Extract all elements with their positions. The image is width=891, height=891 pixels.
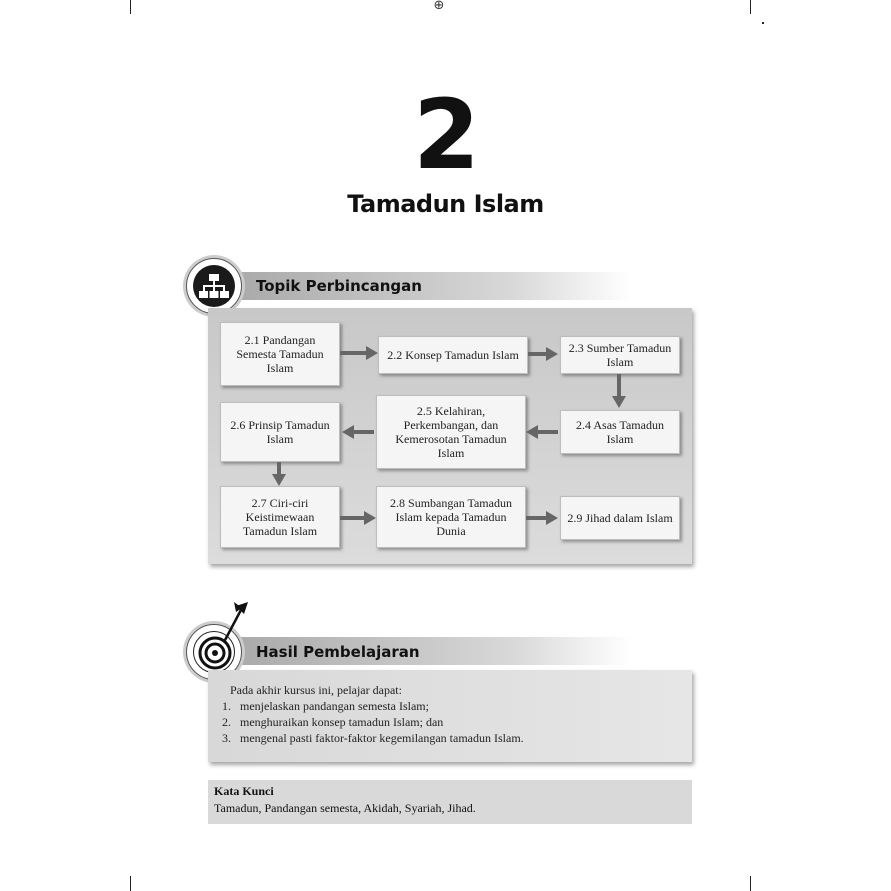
flow-arrow-left (342, 425, 374, 439)
arrow-dart-icon (214, 600, 250, 646)
topic-box-2-8: 2.8 Sumbangan Tamadun Islam kepada Tamadun Dunia (376, 486, 526, 548)
flow-arrow-right (526, 511, 558, 525)
chapter-title: Tamadun Islam (347, 190, 544, 218)
flow-arrow-left (526, 425, 558, 439)
kata-kunci-text: Tamadun, Pandangan semesta, Akidah, Syariah, Jihad. (214, 801, 476, 815)
chapter-number: 2 (413, 79, 478, 191)
topic-box-2-9: 2.9 Jihad dalam Islam (560, 496, 680, 540)
hasil-list (222, 682, 682, 746)
kata-kunci-title: Kata Kunci (214, 784, 274, 798)
topik-heading: Topik Perbincangan (256, 277, 422, 295)
list-item: 2. menghuraikan konsep tamadun Islam; dan (222, 715, 444, 729)
hierarchy-icon (193, 265, 235, 307)
registration-mark-icon: ⊕ (433, 0, 445, 13)
list-item: 3. mengenal pasti faktor-faktor kegemilangan tamadun Islam. (222, 731, 524, 745)
topic-box-2-6: 2.6 Prinsip Tamadun Islam (220, 402, 340, 462)
crop-mark (750, 876, 751, 891)
topic-box-2-7: 2.7 Ciri-ciri Keistimewaan Tamadun Islam (220, 486, 340, 548)
kata-kunci-box (208, 780, 692, 824)
topic-box-2-1: 2.1 Pandangan Semesta Tamadun Islam (220, 322, 340, 386)
crop-mark (750, 0, 751, 14)
topic-box-2-3: 2.3 Sumber Tamadun Islam (560, 336, 680, 374)
list-item: 1. menjelaskan pandangan semesta Islam; (222, 699, 429, 713)
flow-arrow-right (340, 346, 378, 360)
flow-arrow-right (528, 347, 558, 361)
flow-arrow-down (272, 462, 286, 486)
flow-arrow-down (612, 374, 626, 408)
topic-box-2-5: 2.5 Kelahiran, Perkembangan, dan Kemerosotan Tamadun Islam (376, 395, 526, 469)
flow-arrow-right (340, 511, 376, 525)
crop-mark (130, 876, 131, 891)
topik-icon-circle (186, 258, 242, 314)
topic-box-2-2: 2.2 Konsep Tamadun Islam (378, 336, 528, 374)
hasil-intro: Pada akhir kursus ini, pelajar dapat: (230, 683, 402, 697)
topic-box-2-4: 2.4 Asas Tamadun Islam (560, 410, 680, 454)
crop-mark (130, 0, 131, 14)
hasil-heading: Hasil Pembelajaran (256, 643, 420, 661)
crop-mark (762, 22, 764, 24)
